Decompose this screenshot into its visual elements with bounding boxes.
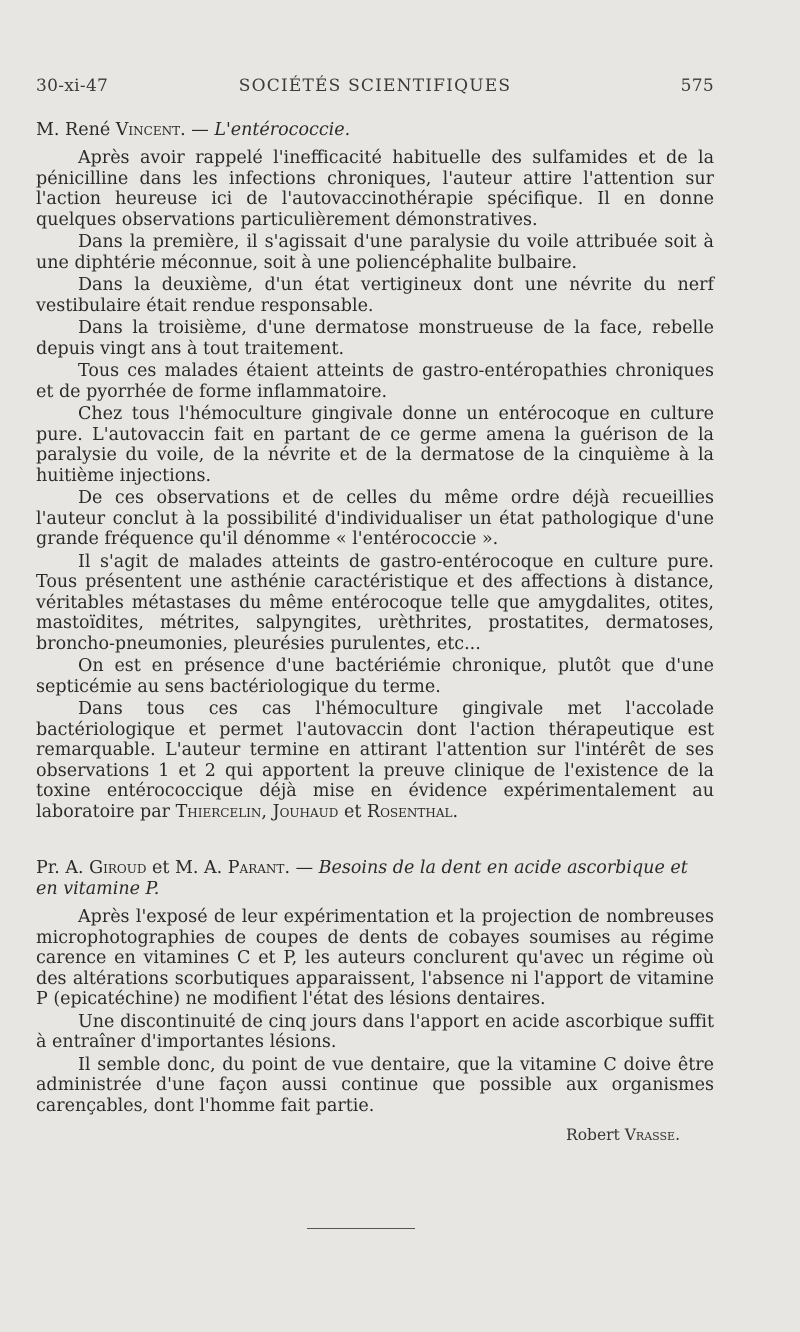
section-title: SOCIÉTÉS SCIENTIFIQUES (238, 76, 512, 96)
running-head (36, 76, 714, 100)
article2-paragraph-3: Il semble donc, du point de vue dentaire, que la vitamine C doive être administrée d'une façon aussi continue que possible aux organismes carençables, dont l'homme fait partie. (36, 1054, 714, 1116)
article2-title: Besoins de la dent en acide ascorbique et en vitamine P. (36, 858, 688, 899)
article1-paragraph-6: Chez tous l'hémoculture gingivale donne un entérocoque en culture pure. L'autovaccin fait en partant de ce germe amena la guérison de la paralysie du voile, de la névrite et de la dermatose de la cinquième à la huitième injections. (36, 404, 714, 486)
signature-end: . (675, 1126, 680, 1144)
article1-paragraph-5: Tous ces malades étaient atteints de gastro-entéropathies chroniques et de pyorrhée de forme inflammatoire. (36, 361, 714, 402)
article1-author-prefix: M. René (36, 120, 111, 140)
issue-date: 30-xi-47 (36, 76, 109, 96)
cited-separator-1: , (261, 801, 273, 822)
cited-author-2: Jouhaud (272, 801, 339, 822)
signature (36, 1126, 680, 1144)
article1-paragraph-8: Il s'agit de malades atteints de gastro-entérocoque en culture pure. Tous présentent une asthénie caractéristique et des affections à distance, véritables métastases du même entérocoque telle que amygdalites, otites, mastoïdites, métrites, salpyngites, urèthrites, prostatites, dermatoses, broncho-pneumonies, pleurésies purulentes, etc... (36, 551, 714, 654)
end-rule (307, 1228, 415, 1229)
article1-author-name: Vincent (115, 120, 181, 140)
cited-end: . (452, 801, 459, 822)
cited-separator-2: et (338, 801, 367, 822)
article2-paragraph-1: Après l'exposé de leur expérimentation et la projection de nombreuses microphotographies de coupes de dents de cobayes soumises au régime carence en vitamines C et P, les auteurs conclurent qu'avec un régime où des altérations scorbutiques apparaissent, l'absence ni l'apport de vitamine P (epicatéchine) ne modifient l'état des lésions dentaires. (36, 907, 714, 1009)
cited-author-1: Thiercelin (175, 801, 262, 822)
signature-first-name: Robert (566, 1126, 620, 1144)
article2-paragraph-2: Une discontinuité de cinq jours dans l'apport en acide ascorbique suffit à entraîner d'importantes lésions. (36, 1011, 714, 1052)
signature-last-name: Vrasse (624, 1126, 676, 1144)
article1-paragraph-7: De ces observations et de celles du même ordre déjà recueillies l'auteur conclut à la possibilité d'individualiser un état pathologique d'une grande fréquence qu'il dénomme « l'entérococcie ». (36, 488, 714, 549)
article1-paragraph-2: Dans la première, il s'agissait d'une paralysie du voile attribuée soit à une diphtérie méconnue, soit à une poliencéphalite bulbaire. (36, 232, 714, 273)
article2-author-join: et M. A. (146, 858, 228, 878)
article2-author-name-1: Giroud (89, 858, 147, 878)
page-number: 575 (680, 76, 714, 96)
cited-author-3: Rosenthal (366, 801, 453, 822)
article1-title: L'entérococcie. (214, 120, 351, 140)
article2-dash: . — (284, 858, 319, 878)
article2-author-prefix-1: Pr. A. (36, 858, 84, 878)
article1-paragraph-1: Après avoir rappelé l'inefficacité habituelle des sulfamides et de la pénicilline dans les infections chroniques, l'auteur attire l'attention sur l'action heureuse ici de l'autovaccinothérapie spécifique. Il en donne quelques observations particulièrement démonstratives. (36, 148, 714, 230)
article1-paragraph-10-text: Dans tous ces cas l'hémoculture gingivale met l'accolade bactériologique et permet l'autovaccin dont l'action thérapeutique est remarquable. L'auteur termine en attirant l'attention sur l'intérêt de ses observations 1 et 2 qui apportent la preuve clinique de l'existence de la toxine entérococcique déjà mise en évidence expérimentalement au laboratoire par (36, 699, 714, 822)
article2-heading (36, 858, 714, 900)
article1-paragraph-10 (36, 699, 714, 822)
article1-paragraph-4: Dans la troisième, d'une dermatose monstrueuse de la face, rebelle depuis vingt ans à tout traitement. (36, 318, 714, 359)
article2-author-name-2: Parant (227, 858, 285, 878)
article1-paragraph-9: On est en présence d'une bactériémie chronique, plutôt que d'une septicémie au sens bactériologique du terme. (36, 656, 714, 697)
article1-paragraph-3: Dans la deuxième, d'un état vertigineux dont une névrite du nerf vestibulaire était rendue responsable. (36, 275, 714, 316)
article1-dash: . — (180, 120, 215, 140)
article1-heading (36, 120, 714, 141)
